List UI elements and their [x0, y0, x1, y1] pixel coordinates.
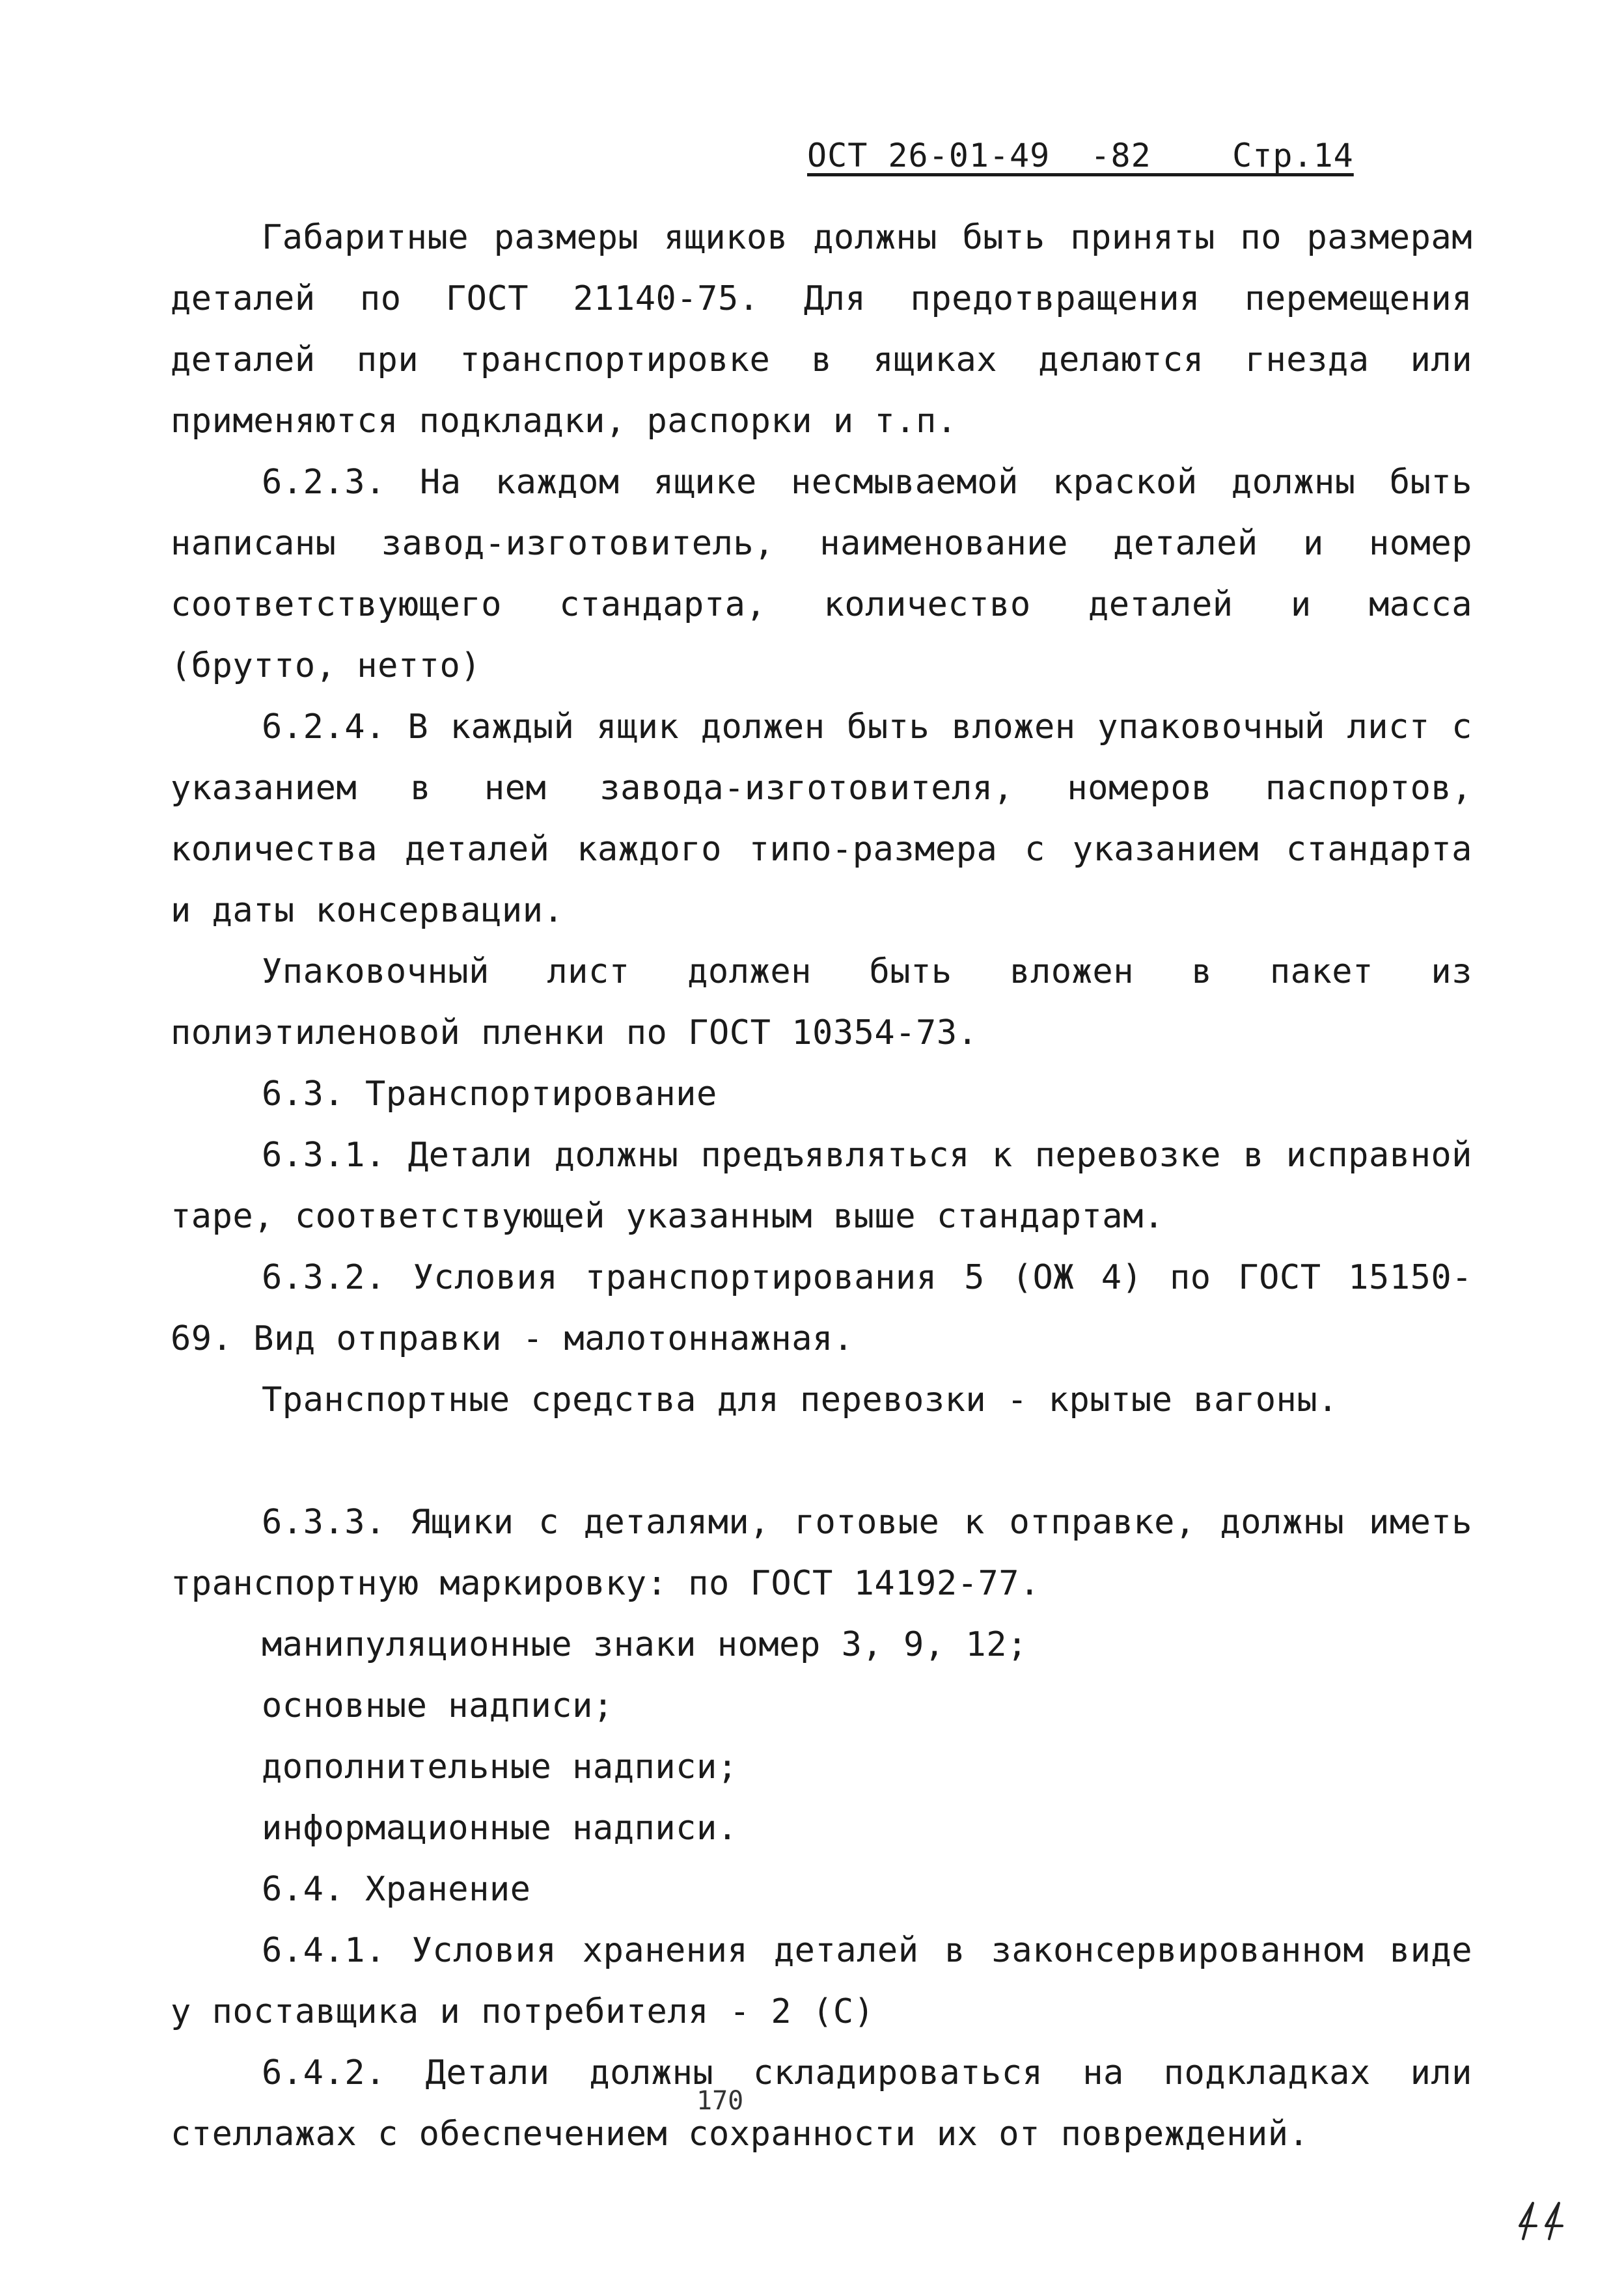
paragraph-6-3-1: 6.3.1. Детали должны предъявляться к перевозке в исправной таре, соответствующей указанным выше стандартам.	[171, 1136, 1472, 1236]
paragraph-6-3-3: 6.3.3. Ящики с деталями, готовые к отправке, должны иметь транспортную маркировку: по ГОСТ 14192-77.	[171, 1503, 1472, 1603]
handwritten-page-number-icon	[1517, 2193, 1582, 2245]
document-body	[171, 207, 1472, 2165]
section-heading-6-4: 6.4. Хранение	[262, 1870, 531, 1909]
paragraph-6-4-2: 6.4.2. Детали должны складироваться на подкладках или стеллажах с обеспечением сохранности их от повреждений.	[171, 2053, 1472, 2154]
paragraph-6-3-2: 6.3.2. Условия транспортирования 5 (ОЖ 4) по ГОСТ 15150-69. Вид отправки - малотоннажная.	[171, 1258, 1472, 1358]
section-heading-6-3: 6.3. Транспортирование	[262, 1075, 717, 1114]
paragraph-packing-list: Упаковочный лист должен быть вложен в пакет из полиэтиленовой пленки по ГОСТ 10354-73.	[171, 952, 1472, 1052]
list-item-info-inscriptions: информационные надписи.	[262, 1809, 738, 1848]
list-item-handling-marks: манипуляционные знаки номер 3, 9, 12;	[262, 1625, 1028, 1664]
paragraph-6-2-3: 6.2.3. На каждом ящике несмываемой краской должны быть написаны завод-изготовитель, наименование деталей и номер соответствующего стандарта, количество деталей и масса (брутто, нетто)	[171, 463, 1472, 685]
page-stamp-number: 170	[696, 2086, 744, 2116]
paragraph-transport-means: Транспортные средства для перевозки - крытые вагоны.	[262, 1380, 1338, 1419]
list-item-main-inscriptions: основные надписи;	[262, 1686, 614, 1725]
paragraph-6-2-4: 6.2.4. В каждый ящик должен быть вложен упаковочный лист с указанием в нем завода-изготовителя, номеров паспортов, количества деталей каждого типо-размера с указанием стандарта и даты консервации.	[171, 707, 1472, 930]
paragraph-6-4-1: 6.4.1. Условия хранения деталей в законсервированном виде у поставщика и потребителя - 2 (С)	[171, 1931, 1472, 2031]
paragraph-box-dimensions: Габаритные размеры ящиков должны быть приняты по размерам деталей по ГОСТ 21140-75. Для предотвращения перемещения деталей при транспортировке в ящиках делаются гнезда или применяются подкладки, распорки и т.п.	[171, 218, 1472, 441]
document-header: ОСТ 26-01-49 -82 Стр.14	[807, 137, 1354, 174]
list-item-additional-inscriptions: дополнительные надписи;	[262, 1748, 738, 1787]
